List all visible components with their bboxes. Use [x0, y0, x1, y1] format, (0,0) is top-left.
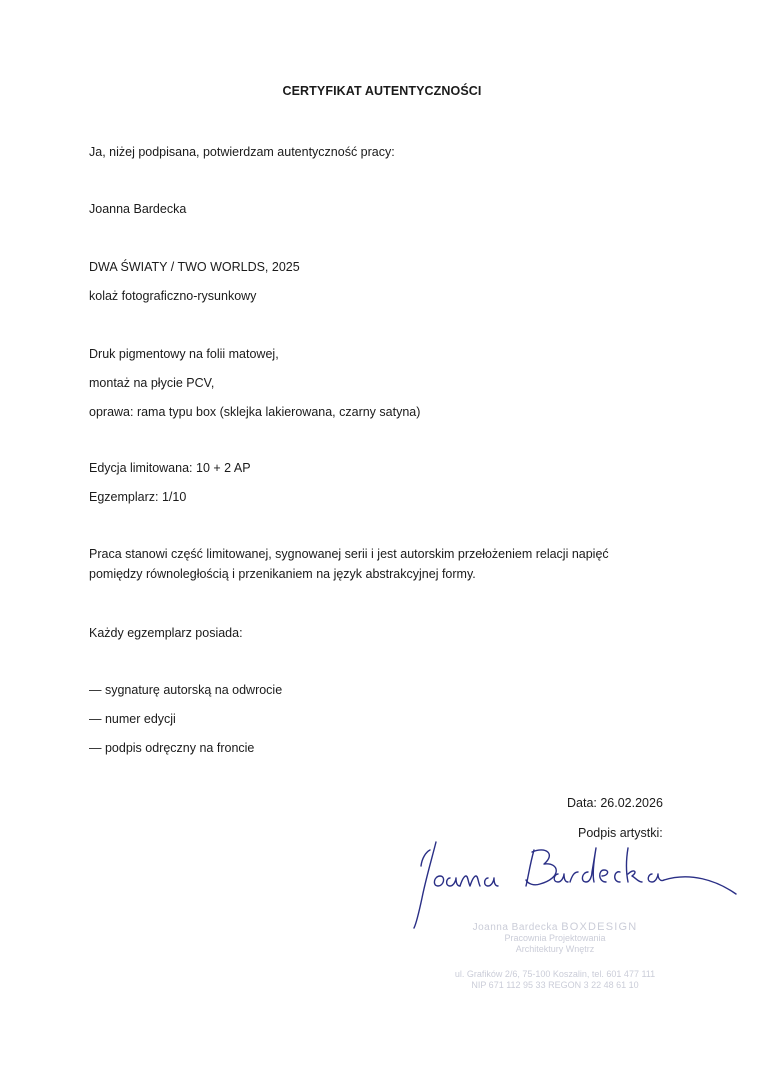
stamp-brand: BOXDESIGN [561, 921, 638, 933]
stamp-line: Architektury Wnętrz [515, 944, 595, 954]
material-line: Druk pigmentowy na folii matowej, [89, 347, 279, 361]
features-intro: Każdy egzemplarz posiada: [89, 626, 243, 640]
description-line: pomiędzy równoległością i przenikaniem na język abstrakcyjnej formy. [89, 567, 476, 581]
work-technique: kolaż fotograficzno-rysunkowy [89, 289, 257, 303]
stamp-line: Pracownia Projektowania [504, 933, 606, 943]
edition-info: Edycja limitowana: 10 + 2 AP [89, 461, 251, 475]
work-title: DWA ŚWIATY / TWO WORLDS, 2025 [89, 260, 300, 274]
material-line: oprawa: rama typu box (sklejka lakierowana, czarny satyna) [89, 405, 421, 419]
feature-item: — podpis odręczny na froncie [89, 741, 255, 755]
copy-number: Egzemplarz: 1/10 [89, 490, 187, 504]
signature-label: Podpis artystki: [578, 826, 663, 840]
intro-text: Ja, niżej podpisana, potwierdzam autentyczność pracy: [89, 145, 395, 159]
artist-name: Joanna Bardecka [89, 202, 187, 216]
company-stamp [440, 922, 670, 992]
stamp-line: ul. Grafików 2/6, 75-100 Koszalin, tel. 601 477 111 [454, 969, 656, 979]
document-title: CERTYFIKAT AUTENTYCZNOŚCI [282, 84, 482, 98]
feature-item: — numer edycji [89, 712, 176, 726]
date-text: Data: 26.02.2026 [567, 796, 663, 810]
feature-item: — sygnaturę autorską na odwrocie [89, 683, 283, 697]
description-line: Praca stanowi część limitowanej, sygnowanej serii i jest autorskim przełożeniem relacji napięć [89, 547, 609, 561]
stamp-name: Joanna Bardecka [472, 922, 558, 933]
material-line: montaż na płycie PCV, [89, 376, 215, 390]
stamp-line: NIP 671 112 95 33 REGON 3 22 48 61 10 [471, 980, 639, 990]
